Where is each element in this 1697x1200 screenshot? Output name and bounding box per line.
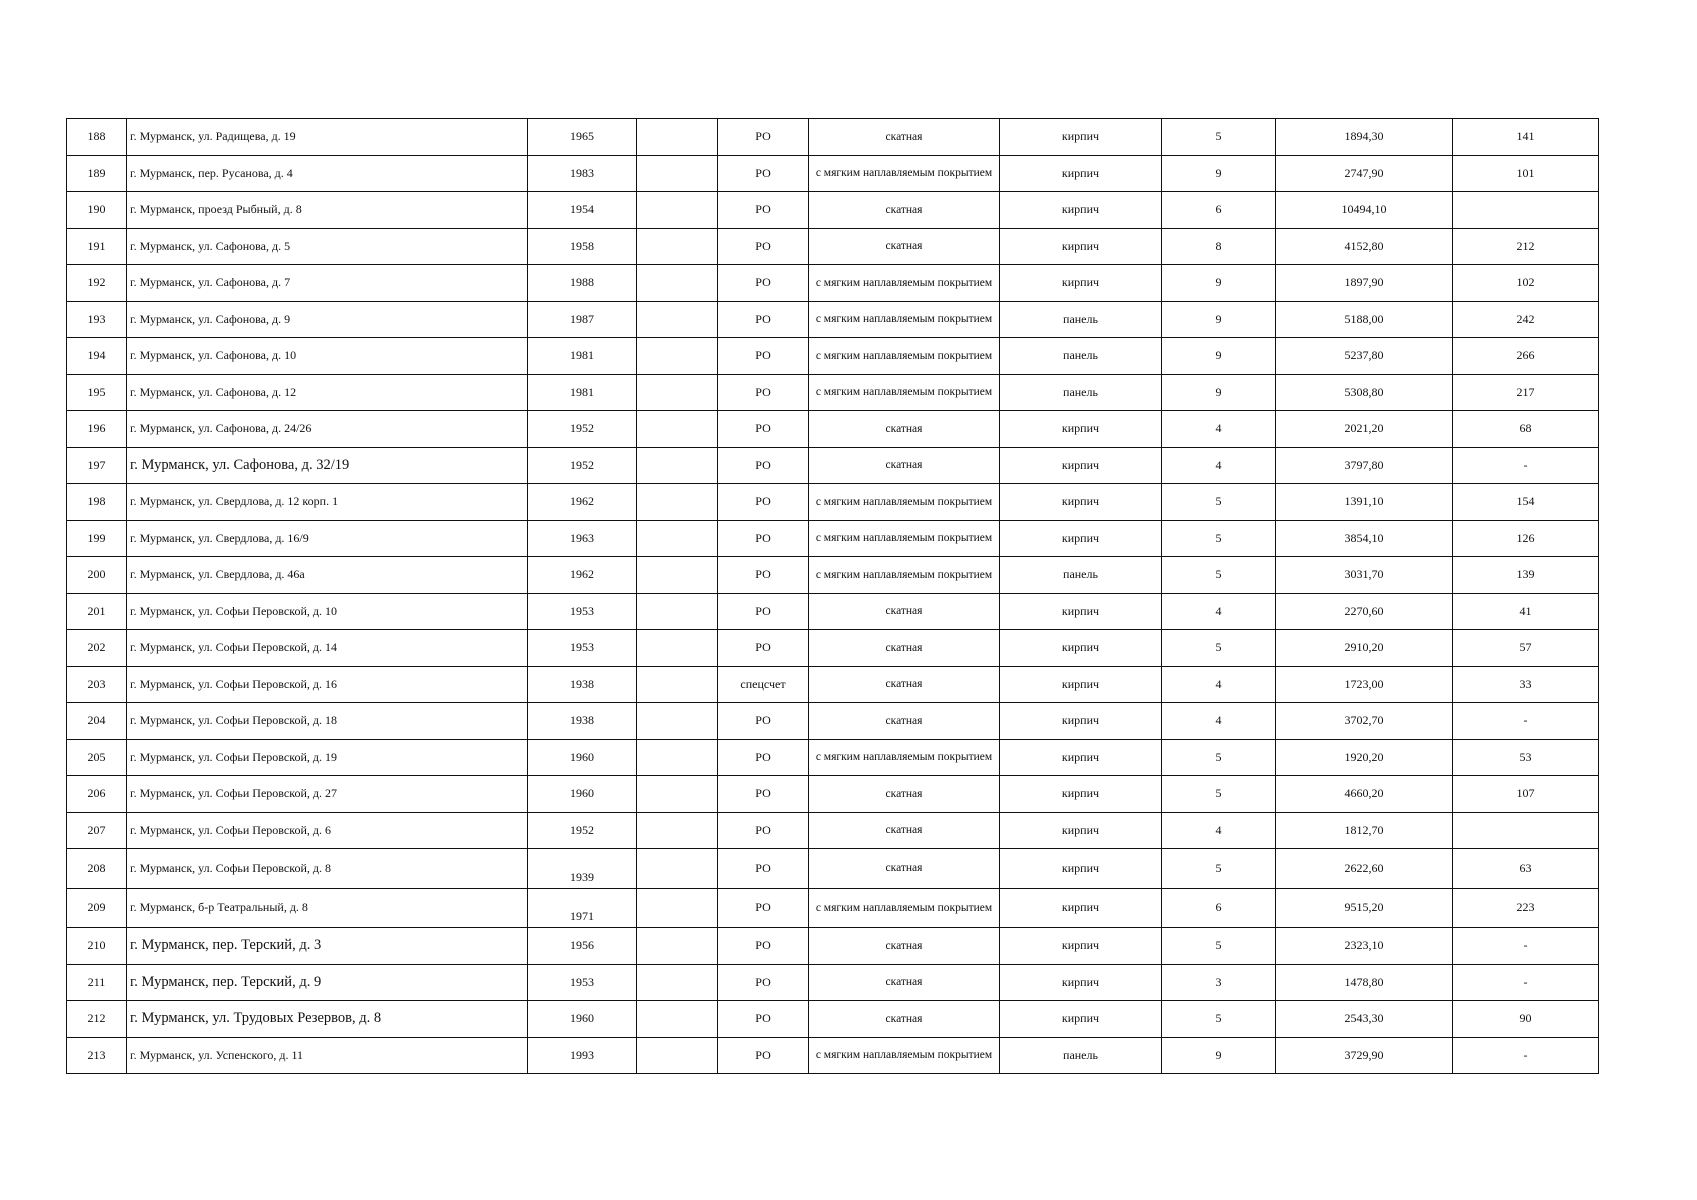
empty-cell (637, 265, 718, 302)
build-year-cell: 1987 (528, 301, 637, 338)
row-number: 192 (67, 265, 127, 302)
count-cell: - (1453, 1037, 1599, 1074)
build-year-cell: 1993 (528, 1037, 637, 1074)
count-cell (1453, 192, 1599, 229)
row-number: 195 (67, 374, 127, 411)
empty-cell (637, 520, 718, 557)
wall-material-cell: кирпич (1000, 703, 1162, 740)
table-row (67, 228, 1599, 265)
row-number: 206 (67, 776, 127, 813)
row-number: 190 (67, 192, 127, 229)
fund-method-cell: РО (718, 192, 809, 229)
empty-cell (637, 155, 718, 192)
table-row (67, 301, 1599, 338)
area-cell: 1723,00 (1276, 666, 1453, 703)
area-cell: 10494,10 (1276, 192, 1453, 229)
table-row (67, 593, 1599, 630)
fund-method-cell: РО (718, 119, 809, 156)
floors-cell: 6 (1162, 192, 1276, 229)
wall-material-cell: панель (1000, 374, 1162, 411)
empty-cell (637, 703, 718, 740)
address-cell: г. Мурманск, ул. Сафонова, д. 5 (127, 228, 528, 265)
row-number: 198 (67, 484, 127, 521)
wall-material-cell: панель (1000, 557, 1162, 594)
wall-material-cell: кирпич (1000, 739, 1162, 776)
fund-method-cell: РО (718, 849, 809, 889)
count-cell: 63 (1453, 849, 1599, 889)
empty-cell (637, 557, 718, 594)
address-cell: г. Мурманск, ул. Софьи Перовской, д. 27 (127, 776, 528, 813)
table-row (67, 447, 1599, 484)
build-year-cell: 1965 (528, 119, 637, 156)
address-cell: г. Мурманск, пер. Терский, д. 9 (127, 964, 528, 1001)
table-row (67, 520, 1599, 557)
empty-cell (637, 888, 718, 928)
table-row (67, 374, 1599, 411)
roof-type-cell: скатная (809, 964, 1000, 1001)
empty-cell (637, 593, 718, 630)
count-cell: 126 (1453, 520, 1599, 557)
fund-method-cell: РО (718, 557, 809, 594)
floors-cell: 5 (1162, 520, 1276, 557)
wall-material-cell: кирпич (1000, 1001, 1162, 1038)
empty-cell (637, 484, 718, 521)
row-number: 194 (67, 338, 127, 375)
address-cell: г. Мурманск, ул. Успенского, д. 11 (127, 1037, 528, 1074)
address-cell: г. Мурманск, ул. Трудовых Резервов, д. 8 (127, 1001, 528, 1038)
row-number: 210 (67, 928, 127, 965)
wall-material-cell: кирпич (1000, 964, 1162, 1001)
floors-cell: 9 (1162, 265, 1276, 302)
empty-cell (637, 192, 718, 229)
fund-method-cell: спецсчет (718, 666, 809, 703)
area-cell: 4660,20 (1276, 776, 1453, 813)
wall-material-cell: кирпич (1000, 520, 1162, 557)
count-cell: 107 (1453, 776, 1599, 813)
table-row (67, 1037, 1599, 1074)
count-cell: 154 (1453, 484, 1599, 521)
roof-type-cell: скатная (809, 849, 1000, 889)
roof-type-cell: скатная (809, 1001, 1000, 1038)
address-cell: г. Мурманск, ул. Сафонова, д. 12 (127, 374, 528, 411)
build-year-cell: 1988 (528, 265, 637, 302)
build-year-cell: 1960 (528, 739, 637, 776)
table-row (67, 338, 1599, 375)
address-cell: г. Мурманск, ул. Сафонова, д. 9 (127, 301, 528, 338)
floors-cell: 9 (1162, 338, 1276, 375)
row-number: 200 (67, 557, 127, 594)
count-cell: - (1453, 964, 1599, 1001)
wall-material-cell: кирпич (1000, 265, 1162, 302)
build-year-cell: 1938 (528, 703, 637, 740)
area-cell: 1894,30 (1276, 119, 1453, 156)
area-cell: 4152,80 (1276, 228, 1453, 265)
build-year-cell: 1981 (528, 338, 637, 375)
floors-cell: 6 (1162, 888, 1276, 928)
address-cell: г. Мурманск, пер. Русанова, д. 4 (127, 155, 528, 192)
roof-type-cell: скатная (809, 411, 1000, 448)
floors-cell: 9 (1162, 155, 1276, 192)
empty-cell (637, 374, 718, 411)
area-cell: 2622,60 (1276, 849, 1453, 889)
count-cell: 57 (1453, 630, 1599, 667)
empty-cell (637, 447, 718, 484)
roof-type-cell: скатная (809, 119, 1000, 156)
roof-type-cell: скатная (809, 593, 1000, 630)
fund-method-cell: РО (718, 703, 809, 740)
address-cell: г. Мурманск, ул. Софьи Перовской, д. 6 (127, 812, 528, 849)
roof-type-cell: с мягким наплавляемым покрытием (809, 338, 1000, 375)
floors-cell: 5 (1162, 849, 1276, 889)
empty-cell (637, 228, 718, 265)
address-cell: г. Мурманск, б-р Театральный, д. 8 (127, 888, 528, 928)
row-number: 213 (67, 1037, 127, 1074)
floors-cell: 4 (1162, 447, 1276, 484)
count-cell: 242 (1453, 301, 1599, 338)
floors-cell: 4 (1162, 593, 1276, 630)
address-cell: г. Мурманск, ул. Сафонова, д. 32/19 (127, 447, 528, 484)
fund-method-cell: РО (718, 484, 809, 521)
row-number: 197 (67, 447, 127, 484)
address-cell: г. Мурманск, ул. Софьи Перовской, д. 10 (127, 593, 528, 630)
roof-type-cell: скатная (809, 928, 1000, 965)
count-cell: 212 (1453, 228, 1599, 265)
address-cell: г. Мурманск, ул. Софьи Перовской, д. 8 (127, 849, 528, 889)
build-year-cell: 1956 (528, 928, 637, 965)
row-number: 204 (67, 703, 127, 740)
build-year-cell: 1962 (528, 557, 637, 594)
roof-type-cell: с мягким наплавляемым покрытием (809, 374, 1000, 411)
table-row (67, 411, 1599, 448)
wall-material-cell: кирпич (1000, 119, 1162, 156)
fund-method-cell: РО (718, 1001, 809, 1038)
table-row (67, 703, 1599, 740)
roof-type-cell: скатная (809, 228, 1000, 265)
address-cell: г. Мурманск, ул. Сафонова, д. 7 (127, 265, 528, 302)
build-year-cell: 1952 (528, 447, 637, 484)
row-number: 191 (67, 228, 127, 265)
wall-material-cell: кирпич (1000, 776, 1162, 813)
build-year-cell: 1938 (528, 666, 637, 703)
table-row (67, 928, 1599, 965)
count-cell: 141 (1453, 119, 1599, 156)
floors-cell: 5 (1162, 928, 1276, 965)
wall-material-cell: кирпич (1000, 812, 1162, 849)
build-year-cell: 1953 (528, 630, 637, 667)
row-number: 189 (67, 155, 127, 192)
table-row (67, 812, 1599, 849)
wall-material-cell: кирпич (1000, 630, 1162, 667)
address-cell: г. Мурманск, ул. Свердлова, д. 16/9 (127, 520, 528, 557)
table-row (67, 739, 1599, 776)
row-number: 203 (67, 666, 127, 703)
row-number: 207 (67, 812, 127, 849)
count-cell: 101 (1453, 155, 1599, 192)
fund-method-cell: РО (718, 374, 809, 411)
build-year-cell: 1960 (528, 1001, 637, 1038)
fund-method-cell: РО (718, 964, 809, 1001)
empty-cell (637, 928, 718, 965)
table-row (67, 964, 1599, 1001)
build-year-cell: 1952 (528, 411, 637, 448)
wall-material-cell: панель (1000, 338, 1162, 375)
roof-type-cell: скатная (809, 666, 1000, 703)
wall-material-cell: панель (1000, 301, 1162, 338)
fund-method-cell: РО (718, 301, 809, 338)
area-cell: 2747,90 (1276, 155, 1453, 192)
count-cell (1453, 812, 1599, 849)
build-year-cell: 1953 (528, 593, 637, 630)
row-number: 208 (67, 849, 127, 889)
row-number: 202 (67, 630, 127, 667)
build-year-cell: 1939 (528, 849, 637, 889)
floors-cell: 4 (1162, 703, 1276, 740)
fund-method-cell: РО (718, 593, 809, 630)
area-cell: 2270,60 (1276, 593, 1453, 630)
build-year-cell: 1953 (528, 964, 637, 1001)
area-cell: 2910,20 (1276, 630, 1453, 667)
area-cell: 5308,80 (1276, 374, 1453, 411)
wall-material-cell: кирпич (1000, 484, 1162, 521)
address-cell: г. Мурманск, пер. Терский, д. 3 (127, 928, 528, 965)
table-row (67, 630, 1599, 667)
table-row (67, 155, 1599, 192)
build-year-cell: 1981 (528, 374, 637, 411)
table-row (67, 776, 1599, 813)
row-number: 205 (67, 739, 127, 776)
floors-cell: 9 (1162, 301, 1276, 338)
roof-type-cell: с мягким наплавляемым покрытием (809, 1037, 1000, 1074)
count-cell: 223 (1453, 888, 1599, 928)
fund-method-cell: РО (718, 411, 809, 448)
area-cell: 2543,30 (1276, 1001, 1453, 1038)
table-row (67, 192, 1599, 229)
fund-method-cell: РО (718, 739, 809, 776)
area-cell: 5188,00 (1276, 301, 1453, 338)
count-cell: 102 (1453, 265, 1599, 302)
count-cell: - (1453, 703, 1599, 740)
fund-method-cell: РО (718, 1037, 809, 1074)
address-cell: г. Мурманск, ул. Свердлова, д. 46а (127, 557, 528, 594)
area-cell: 2021,20 (1276, 411, 1453, 448)
build-year-cell: 1983 (528, 155, 637, 192)
floors-cell: 4 (1162, 812, 1276, 849)
wall-material-cell: кирпич (1000, 228, 1162, 265)
fund-method-cell: РО (718, 228, 809, 265)
empty-cell (637, 411, 718, 448)
roof-type-cell: с мягким наплавляемым покрытием (809, 888, 1000, 928)
count-cell: 41 (1453, 593, 1599, 630)
wall-material-cell: кирпич (1000, 888, 1162, 928)
fund-method-cell: РО (718, 155, 809, 192)
build-year-cell: 1958 (528, 228, 637, 265)
roof-type-cell: с мягким наплавляемым покрытием (809, 557, 1000, 594)
roof-type-cell: скатная (809, 812, 1000, 849)
fund-method-cell: РО (718, 447, 809, 484)
floors-cell: 5 (1162, 739, 1276, 776)
address-cell: г. Мурманск, проезд Рыбный, д. 8 (127, 192, 528, 229)
empty-cell (637, 964, 718, 1001)
fund-method-cell: РО (718, 265, 809, 302)
row-number: 193 (67, 301, 127, 338)
area-cell: 1391,10 (1276, 484, 1453, 521)
count-cell: - (1453, 447, 1599, 484)
row-number: 211 (67, 964, 127, 1001)
count-cell: 90 (1453, 1001, 1599, 1038)
floors-cell: 5 (1162, 119, 1276, 156)
roof-type-cell: скатная (809, 630, 1000, 667)
fund-method-cell: РО (718, 776, 809, 813)
roof-type-cell: с мягким наплавляемым покрытием (809, 301, 1000, 338)
floors-cell: 9 (1162, 1037, 1276, 1074)
empty-cell (637, 666, 718, 703)
row-number: 209 (67, 888, 127, 928)
empty-cell (637, 812, 718, 849)
fund-method-cell: РО (718, 630, 809, 667)
address-cell: г. Мурманск, ул. Сафонова, д. 24/26 (127, 411, 528, 448)
row-number: 201 (67, 593, 127, 630)
row-number: 188 (67, 119, 127, 156)
build-year-cell: 1963 (528, 520, 637, 557)
empty-cell (637, 776, 718, 813)
roof-type-cell: с мягким наплавляемым покрытием (809, 265, 1000, 302)
table-row (67, 1001, 1599, 1038)
table-row (67, 888, 1599, 928)
wall-material-cell: кирпич (1000, 447, 1162, 484)
fund-method-cell: РО (718, 338, 809, 375)
address-cell: г. Мурманск, ул. Софьи Перовской, д. 16 (127, 666, 528, 703)
roof-type-cell: с мягким наплавляемым покрытием (809, 739, 1000, 776)
empty-cell (637, 739, 718, 776)
table-body (67, 119, 1599, 1074)
table-row (67, 484, 1599, 521)
floors-cell: 4 (1162, 666, 1276, 703)
area-cell: 9515,20 (1276, 888, 1453, 928)
roof-type-cell: скатная (809, 192, 1000, 229)
table-row (67, 557, 1599, 594)
wall-material-cell: кирпич (1000, 411, 1162, 448)
address-cell: г. Мурманск, ул. Софьи Перовской, д. 19 (127, 739, 528, 776)
area-cell: 3031,70 (1276, 557, 1453, 594)
count-cell: 33 (1453, 666, 1599, 703)
floors-cell: 9 (1162, 374, 1276, 411)
table-row (67, 119, 1599, 156)
empty-cell (637, 630, 718, 667)
floors-cell: 5 (1162, 776, 1276, 813)
row-number: 196 (67, 411, 127, 448)
count-cell: 217 (1453, 374, 1599, 411)
empty-cell (637, 1001, 718, 1038)
build-year-cell: 1962 (528, 484, 637, 521)
empty-cell (637, 1037, 718, 1074)
wall-material-cell: кирпич (1000, 928, 1162, 965)
table-row (67, 666, 1599, 703)
floors-cell: 5 (1162, 630, 1276, 667)
wall-material-cell: кирпич (1000, 666, 1162, 703)
area-cell: 3702,70 (1276, 703, 1453, 740)
roof-type-cell: скатная (809, 776, 1000, 813)
address-cell: г. Мурманск, ул. Свердлова, д. 12 корп. 1 (127, 484, 528, 521)
count-cell: 68 (1453, 411, 1599, 448)
empty-cell (637, 119, 718, 156)
fund-method-cell: РО (718, 812, 809, 849)
address-cell: г. Мурманск, ул. Софьи Перовской, д. 18 (127, 703, 528, 740)
table-row (67, 849, 1599, 889)
count-cell: 139 (1453, 557, 1599, 594)
roof-type-cell: с мягким наплавляемым покрытием (809, 484, 1000, 521)
roof-type-cell: с мягким наплавляемым покрытием (809, 155, 1000, 192)
floors-cell: 8 (1162, 228, 1276, 265)
area-cell: 3729,90 (1276, 1037, 1453, 1074)
build-year-cell: 1971 (528, 888, 637, 928)
area-cell: 2323,10 (1276, 928, 1453, 965)
count-cell: 53 (1453, 739, 1599, 776)
row-number: 212 (67, 1001, 127, 1038)
roof-type-cell: скатная (809, 703, 1000, 740)
area-cell: 1478,80 (1276, 964, 1453, 1001)
area-cell: 3854,10 (1276, 520, 1453, 557)
empty-cell (637, 338, 718, 375)
table-row (67, 265, 1599, 302)
fund-method-cell: РО (718, 520, 809, 557)
area-cell: 1812,70 (1276, 812, 1453, 849)
wall-material-cell: кирпич (1000, 593, 1162, 630)
floors-cell: 3 (1162, 964, 1276, 1001)
area-cell: 1920,20 (1276, 739, 1453, 776)
empty-cell (637, 301, 718, 338)
address-cell: г. Мурманск, ул. Радищева, д. 19 (127, 119, 528, 156)
wall-material-cell: кирпич (1000, 192, 1162, 229)
build-year-cell: 1960 (528, 776, 637, 813)
roof-type-cell: скатная (809, 447, 1000, 484)
roof-type-cell: с мягким наплавляемым покрытием (809, 520, 1000, 557)
housing-register-table (66, 118, 1599, 1074)
floors-cell: 5 (1162, 484, 1276, 521)
wall-material-cell: панель (1000, 1037, 1162, 1074)
count-cell: - (1453, 928, 1599, 965)
address-cell: г. Мурманск, ул. Софьи Перовской, д. 14 (127, 630, 528, 667)
empty-cell (637, 849, 718, 889)
wall-material-cell: кирпич (1000, 849, 1162, 889)
fund-method-cell: РО (718, 888, 809, 928)
area-cell: 5237,80 (1276, 338, 1453, 375)
address-cell: г. Мурманск, ул. Сафонова, д. 10 (127, 338, 528, 375)
fund-method-cell: РО (718, 928, 809, 965)
area-cell: 1897,90 (1276, 265, 1453, 302)
area-cell: 3797,80 (1276, 447, 1453, 484)
build-year-cell: 1954 (528, 192, 637, 229)
floors-cell: 5 (1162, 1001, 1276, 1038)
wall-material-cell: кирпич (1000, 155, 1162, 192)
count-cell: 266 (1453, 338, 1599, 375)
floors-cell: 5 (1162, 557, 1276, 594)
floors-cell: 4 (1162, 411, 1276, 448)
build-year-cell: 1952 (528, 812, 637, 849)
row-number: 199 (67, 520, 127, 557)
